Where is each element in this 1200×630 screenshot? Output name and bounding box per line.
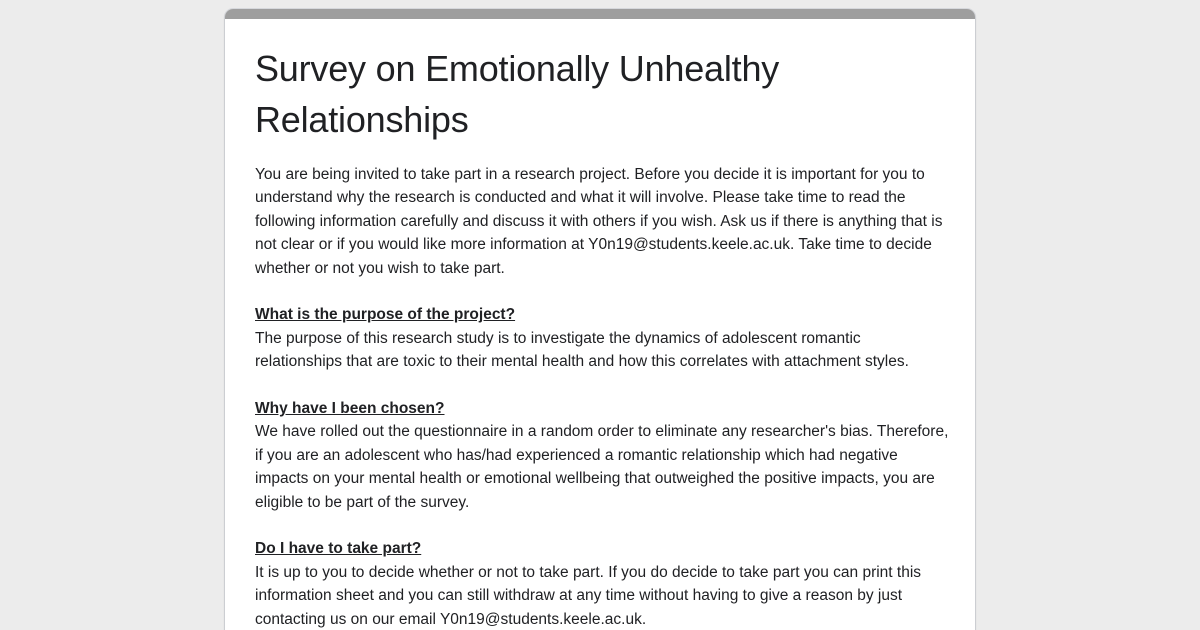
section-purpose <box>255 303 950 373</box>
form-header-content <box>225 19 975 630</box>
section-why-chosen <box>255 397 950 514</box>
section-heading: Do I have to take part? <box>255 540 422 558</box>
form-accent-bar <box>225 9 975 19</box>
section-body: The purpose of this research study is to investigate the dynamics of adolescent romantic relationships that are toxic to their mental health and how this correlates with attachment styles. <box>255 329 909 371</box>
section-heading: Why have I been chosen? <box>255 400 445 418</box>
intro-paragraph: You are being invited to take part in a research project. Before you decide it is important for you to understand why the research is conducted and what it will involve. Please take time to read the following information carefully and discuss it with others if you wish. Ask us if there is anything that is not clear or if you would like more information at Y0n19@students.keele.ac.uk. Take time to decide whether or not you wish to take part. <box>255 166 943 277</box>
section-body: We have rolled out the questionnaire in a random order to eliminate any researcher's bias. Therefore, if you are an adolescent who has/had experienced a romantic relationship which had negative impacts on your mental health or emotional wellbeing that outweighed the positive impacts, you are eligible to be part of the survey. <box>255 423 949 511</box>
section-heading: What is the purpose of the project? <box>255 306 516 324</box>
section-take-part <box>255 537 950 630</box>
form-title: Survey on Emotionally Unhealthy Relationships <box>255 48 780 140</box>
form-description <box>255 163 950 630</box>
form-header-card <box>225 9 975 630</box>
section-body: It is up to you to decide whether or not to take part. If you do decide to take part you can print this information sheet and you can still withdraw at any time without having to give a reason by just contacting us on our email Y0n19@students.keele.ac.uk. <box>255 563 922 628</box>
